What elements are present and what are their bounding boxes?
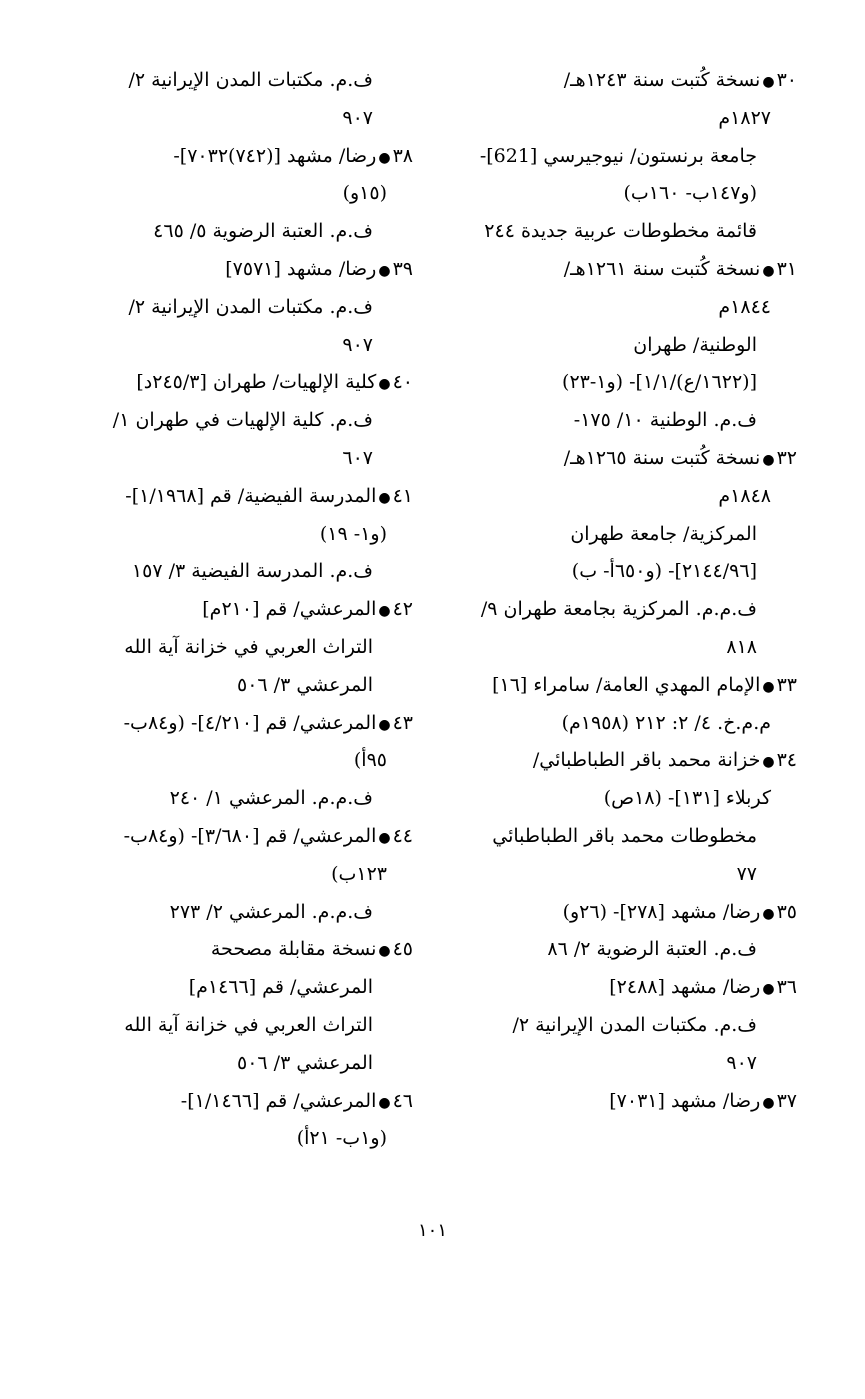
bullet-icon: ● [762,1094,775,1111]
entry-detail: ف.م. العتبة الرضوية ٢/ ٨٦ [547,938,757,961]
entry-text: رضا/ مشهد [٧٠٣١] [609,1089,761,1112]
entry-detail: ف.م. مكتبات المدن الإيرانية ٢/ [128,69,373,91]
entry-heading [73,251,413,289]
bullet-icon: ● [762,981,775,998]
entry-detail: مخطوطات محمد باقر الطباطبائي [492,824,757,847]
entry-detail: ف.م. كلية الإلهيات في طهران ١/ [112,409,373,432]
entry-number: ٤٣ [392,711,413,734]
entry-detail: (و١٤٧ب- ١٦٠ب) [623,182,757,205]
entry-number: ٤٠ [392,371,413,394]
entry-detail: قائمة مخطوطات عربية جديدة ٢٤٤ [484,220,757,243]
entry-detail: ف.م. مكتبات المدن الإيرانية ٢/ [128,295,373,318]
entry-number: ٤٢ [392,598,413,621]
entry-heading [462,894,797,932]
entry-heading [462,440,797,478]
entry-detail: ف.م. الوطنية ١٠/ ١٧٥- [573,409,757,432]
entry-number: ٣٧ [776,1089,797,1112]
entry-detail: ٧٧ [736,862,757,885]
entry-text: رضا/ مشهد [(٧٤٢)٧٠٣٢]- [173,144,377,167]
bullet-icon: ● [762,74,775,90]
entry-heading [73,591,413,629]
entry-detail: جامعة برنستون/ نيوجيرسي [621]- [479,144,757,167]
entry-number: ٣٤ [776,749,797,772]
entry-detail: المرعشي/ قم [١٤٦٦م] [188,976,373,999]
entry-detail: المركزية/ جامعة طهران [570,522,757,545]
entry-continuation: م.م.خ. ٤/ ٢: ٢١٢ (١٩٥٨م) [561,711,771,734]
entry-heading [73,705,413,743]
entry-continuation: (١٥و) [342,182,387,205]
bullet-icon: ● [378,149,391,166]
entry-detail: التراث العربي في خزانة آية الله [124,1013,373,1036]
entry-text: رضا/ مشهد [٢٤٨٨] [609,976,761,999]
entry-detail: ف.م.م. المركزية بجامعة طهران ٩/ [480,598,757,621]
entry-heading [462,742,797,780]
left-column [73,62,413,1158]
entry-heading [462,969,797,1007]
entry-heading [73,818,413,856]
entry-continuation: ١٢٣ب) [331,862,387,885]
entry-detail: ٩٠٧ [342,106,373,129]
entry-detail: ٨١٨ [726,635,757,658]
entry-number: ٣٠ [776,69,797,91]
entry-heading [462,1083,797,1121]
bullet-icon: ● [378,376,391,393]
entry-detail: ٩٠٧ [342,333,373,356]
entry-detail: ف.م. العتبة الرضوية ٥/ ٤٦٥ [153,220,373,243]
entry-detail: المرعشي ٣/ ٥٠٦ [237,673,373,696]
entry-text: خزانة محمد باقر الطباطبائي/ [532,749,761,772]
entry-heading [73,1083,413,1121]
entry-number: ٤٤ [392,824,413,847]
entry-detail: ف.م.م. المرعشي ٢/ ٢٧٣ [169,900,373,923]
entry-detail: ف.م. المدرسة الفيضية ٣/ ١٥٧ [131,560,373,583]
entry-text: المرعشي/ قم [٣/٦٨٠]- (و٨٤ب- [123,824,377,847]
entry-number: ٣٢ [776,446,797,469]
right-column [462,62,797,1120]
entry-text: المدرسة الفيضية/ قم [١/١٩٦٨]- [125,484,377,507]
entry-detail: ف.م. مكتبات المدن الإيرانية ٢/ [512,1013,757,1036]
entry-text: نسخة كُتبت سنة ١٢٦١هـ/ [563,257,761,280]
entry-detail: الوطنية/ طهران [633,333,757,356]
entry-heading [462,667,797,705]
entry-number: ٣١ [776,257,797,280]
bullet-icon: ● [378,603,391,620]
entry-number: ٣٨ [392,144,413,167]
page-number: ١٠١ [417,1220,447,1241]
entry-text: المرعشي/ قم [١/١٤٦٦]- [180,1089,377,1112]
entry-heading [462,62,797,100]
bullet-icon: ● [762,262,775,279]
entry-detail: المرعشي ٣/ ٥٠٦ [237,1051,373,1074]
entry-number: ٣٣ [776,673,797,696]
entry-continuation: ١٨٢٧م [718,106,771,129]
entry-number: ٣٦ [776,976,797,999]
entry-heading [462,251,797,289]
entry-number: ٤٦ [392,1089,413,1112]
entry-number: ٤٥ [392,938,413,961]
entry-text: نسخة مقابلة مصححة [210,938,377,961]
entry-text: الإمام المهدي العامة/ سامراء [١٦] [492,673,761,696]
bullet-icon: ● [378,1094,391,1111]
entry-heading [73,478,413,516]
entry-number: ٣٩ [392,257,413,280]
entry-text: كلية الإلهيات/ طهران [٢٤٥/٣د] [136,371,377,394]
bullet-icon: ● [762,678,775,695]
entry-detail: [(١٦٢٢/ع)/١/١]- (و١-٢٣) [562,371,757,394]
entry-text: نسخة كُتبت سنة ١٢٤٣هـ/ [563,69,761,91]
bullet-icon: ● [762,451,775,468]
entry-detail: ٩٠٧ [726,1051,757,1074]
entry-continuation: كربلاء [١٣١]- (١٨ص) [603,787,771,810]
entry-text: رضا/ مشهد [٧٥٧١] [225,257,377,280]
entry-text: المرعشي/ قم [٤/٢١٠]- (و٨٤ب- [123,711,377,734]
entry-heading [73,364,413,402]
bullet-icon: ● [378,489,391,506]
entry-continuation: ١٨٤٨م [718,484,771,507]
entry-continuation: ٩٥أ) [353,749,387,772]
bullet-icon: ● [762,905,775,922]
entry-text: المرعشي/ قم [٢١٠م] [202,598,377,621]
entry-detail: [٢١٤٤/٩٦]- (و٦٥٠أ- ب) [571,560,757,583]
entry-text: رضا/ مشهد [٢٧٨]- (٢٦و) [562,900,761,923]
bullet-icon: ● [378,943,391,960]
entry-number: ٤١ [392,484,413,507]
entry-text: نسخة كُتبت سنة ١٢٦٥هـ/ [563,446,761,469]
entry-continuation: (و١- ١٩) [319,522,387,545]
entry-detail: ف.م.م. المرعشي ١/ ٢٤٠ [169,787,373,810]
bullet-icon: ● [378,829,391,846]
entry-heading [73,138,413,176]
entry-number: ٣٥ [776,900,797,923]
bullet-icon: ● [378,716,391,733]
entry-continuation: ١٨٤٤م [718,295,771,318]
entry-detail: ٦٠٧ [342,446,373,469]
entry-heading [73,931,413,969]
bullet-icon: ● [378,262,391,279]
entry-continuation: (و١ب- ٢١أ) [296,1127,387,1150]
entry-detail: التراث العربي في خزانة آية الله [124,635,373,658]
bullet-icon: ● [762,754,775,771]
